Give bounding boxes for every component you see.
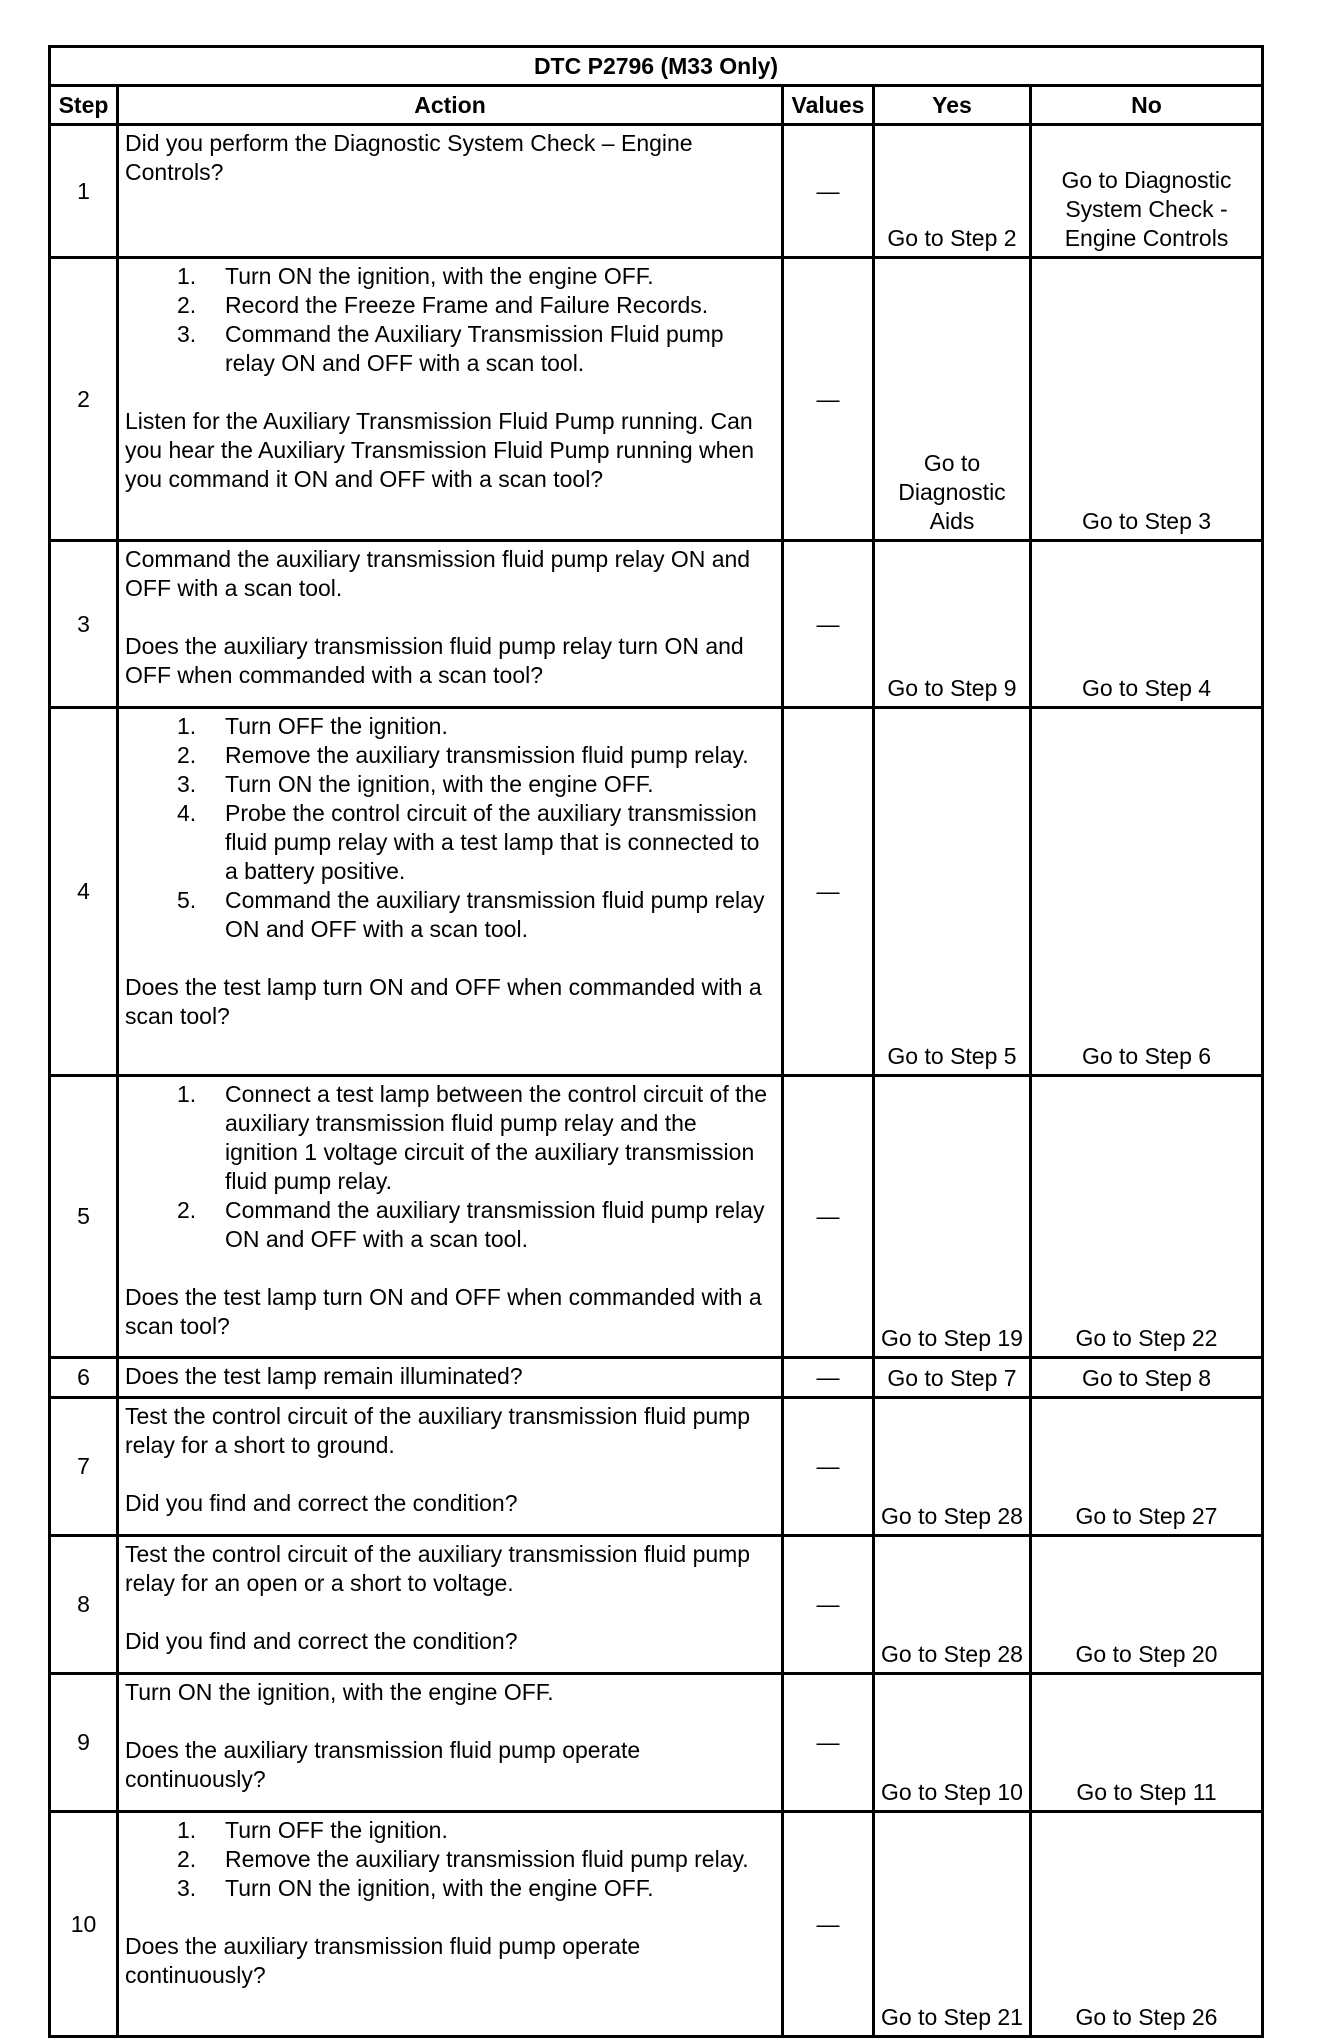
list-item-text: Probe the control circuit of the auxiliary transmission fluid pump relay with a test lamp that is connected to a battery positive.	[225, 800, 760, 884]
list-item: 1. Turn ON the ignition, with the engine OFF.	[177, 263, 654, 289]
no-cell: Go to Step 4	[1031, 541, 1263, 708]
yes-cell: Go to Diagnostic Aids	[874, 258, 1031, 541]
no-cell: Go to Step 6	[1031, 708, 1263, 1076]
list-item-text: Connect a test lamp between the control circuit of the auxiliary transmission fluid pump relay and the ignition 1 voltage circuit of the auxiliary transmission fluid pump relay.	[225, 1081, 768, 1194]
action-text: Test the control circuit of the auxiliary transmission fluid pump relay for an open or a short to voltage.	[125, 1541, 751, 1596]
action-text: Test the control circuit of the auxiliary transmission fluid pump relay for a short to ground.	[125, 1403, 751, 1458]
list-item-text: Command the auxiliary transmission fluid pump relay ON and OFF with a scan tool.	[225, 887, 765, 942]
action-question: Did you find and correct the condition?	[125, 1628, 518, 1654]
value-cell: —	[783, 1674, 874, 1812]
no-cell: Go to Step 8	[1031, 1358, 1263, 1398]
action-cell	[118, 258, 783, 541]
action-question: Does the test lamp turn ON and OFF when commanded with a scan tool?	[125, 974, 762, 1029]
list-item: 5. Command the auxiliary transmission fluid pump relay ON and OFF with a scan tool.	[177, 887, 765, 942]
action-list	[125, 1080, 775, 1254]
list-item: 1. Turn OFF the ignition.	[177, 1817, 448, 1843]
list-item: 2. Remove the auxiliary transmission fluid pump relay.	[177, 742, 749, 768]
action-list	[125, 712, 775, 944]
list-item: 4. Probe the control circuit of the auxiliary transmission fluid pump relay with a test lamp that is connected to a battery positive.	[177, 800, 760, 884]
step-number: 1	[50, 125, 118, 258]
step-number: 2	[50, 258, 118, 541]
yes-cell: Go to Step 28	[874, 1398, 1031, 1536]
action-text: Command the auxiliary transmission fluid pump relay ON and OFF with a scan tool.	[125, 546, 751, 601]
header-no: No	[1031, 86, 1263, 125]
table-row	[50, 1536, 1263, 1674]
action-text: Turn ON the ignition, with the engine OFF.	[125, 1679, 554, 1705]
list-item-text: Turn OFF the ignition.	[225, 713, 448, 739]
list-item: 2. Remove the auxiliary transmission fluid pump relay.	[177, 1846, 749, 1872]
action-list	[125, 1816, 775, 1903]
step-number: 7	[50, 1398, 118, 1536]
no-cell: Go to Step 20	[1031, 1536, 1263, 1674]
list-item-text: Remove the auxiliary transmission fluid pump relay.	[225, 742, 749, 768]
yes-cell: Go to Step 2	[874, 125, 1031, 258]
value-cell: —	[783, 1536, 874, 1674]
no-cell: Go to Step 3	[1031, 258, 1263, 541]
action-cell	[118, 1398, 783, 1536]
table-row	[50, 541, 1263, 708]
yes-cell: Go to Step 21	[874, 1812, 1031, 2037]
header-action: Action	[118, 86, 783, 125]
table-row	[50, 1398, 1263, 1536]
list-item-text: Turn OFF the ignition.	[225, 1817, 448, 1843]
list-item: 2. Command the auxiliary transmission fluid pump relay ON and OFF with a scan tool.	[177, 1197, 765, 1252]
list-item-text: Command the Auxiliary Transmission Fluid pump relay ON and OFF with a scan tool.	[225, 321, 724, 376]
list-item-text: Turn ON the ignition, with the engine OFF.	[225, 263, 654, 289]
value-cell: —	[783, 1076, 874, 1358]
step-number: 10	[50, 1812, 118, 2037]
list-item: 3. Turn ON the ignition, with the engine OFF.	[177, 1875, 654, 1901]
step-number: 6	[50, 1358, 118, 1398]
table-row	[50, 708, 1263, 1076]
action-cell	[118, 125, 783, 258]
list-item-text: Turn ON the ignition, with the engine OFF.	[225, 771, 654, 797]
action-question: Does the auxiliary transmission fluid pump operate continuously?	[125, 1737, 641, 1792]
table-title: DTC P2796 (M33 Only)	[50, 47, 1263, 86]
action-list	[125, 262, 775, 378]
value-cell: —	[783, 708, 874, 1076]
value-cell: —	[783, 1398, 874, 1536]
list-item: 1. Connect a test lamp between the control circuit of the auxiliary transmission fluid pump relay and the ignition 1 voltage circuit of the auxiliary transmission fluid pump relay.	[177, 1081, 768, 1194]
action-cell	[118, 1358, 783, 1398]
header-step: Step	[50, 86, 118, 125]
value-cell: —	[783, 258, 874, 541]
table-row	[50, 125, 1263, 258]
step-number: 8	[50, 1536, 118, 1674]
action-cell	[118, 1674, 783, 1812]
no-cell: Go to Step 26	[1031, 1812, 1263, 2037]
no-cell: Go to Step 27	[1031, 1398, 1263, 1536]
list-item: 2. Record the Freeze Frame and Failure Records.	[177, 292, 709, 318]
header-values: Values	[783, 86, 874, 125]
action-cell	[118, 1536, 783, 1674]
action-cell	[118, 1076, 783, 1358]
list-item-text: Remove the auxiliary transmission fluid pump relay.	[225, 1846, 749, 1872]
step-number: 3	[50, 541, 118, 708]
no-cell: Go to Step 22	[1031, 1076, 1263, 1358]
value-cell: —	[783, 125, 874, 258]
action-question: Does the auxiliary transmission fluid pump operate continuously?	[125, 1933, 641, 1988]
list-item-text: Command the auxiliary transmission fluid pump relay ON and OFF with a scan tool.	[225, 1197, 765, 1252]
no-cell: Go to Step 11	[1031, 1674, 1263, 1812]
action-question: Did you find and correct the condition?	[125, 1490, 518, 1516]
yes-cell: Go to Step 5	[874, 708, 1031, 1076]
step-number: 9	[50, 1674, 118, 1812]
value-cell: —	[783, 1358, 874, 1398]
action-cell	[118, 541, 783, 708]
step-number: 5	[50, 1076, 118, 1358]
action-question: Does the auxiliary transmission fluid pump relay turn ON and OFF when commanded with a scan tool?	[125, 633, 744, 688]
value-cell: —	[783, 1812, 874, 2037]
diagnostic-table	[48, 45, 1264, 2038]
list-item-text: Turn ON the ignition, with the engine OFF.	[225, 1875, 654, 1901]
table-row	[50, 1812, 1263, 2037]
yes-cell: Go to Step 7	[874, 1358, 1031, 1398]
table-row	[50, 258, 1263, 541]
action-question: Does the test lamp turn ON and OFF when commanded with a scan tool?	[125, 1284, 762, 1339]
action-cell	[118, 708, 783, 1076]
table-row	[50, 1674, 1263, 1812]
value-cell: —	[783, 541, 874, 708]
list-item: 3. Command the Auxiliary Transmission Fluid pump relay ON and OFF with a scan tool.	[177, 321, 724, 376]
yes-cell: Go to Step 10	[874, 1674, 1031, 1812]
list-item-text: Record the Freeze Frame and Failure Records.	[225, 292, 709, 318]
step-number: 4	[50, 708, 118, 1076]
table-row	[50, 1358, 1263, 1398]
action-cell	[118, 1812, 783, 2037]
list-item: 1. Turn OFF the ignition.	[177, 713, 448, 739]
header-yes: Yes	[874, 86, 1031, 125]
action-text: Did you perform the Diagnostic System Check – Engine Controls?	[125, 130, 693, 185]
table-row	[50, 1076, 1263, 1358]
action-question: Does the test lamp remain illuminated?	[125, 1363, 523, 1389]
yes-cell: Go to Step 28	[874, 1536, 1031, 1674]
yes-cell: Go to Step 9	[874, 541, 1031, 708]
action-text: Listen for the Auxiliary Transmission Fluid Pump running. Can you hear the Auxiliary Transmission Fluid Pump running when you command it ON and OFF with a scan tool?	[125, 408, 754, 492]
list-item: 3. Turn ON the ignition, with the engine OFF.	[177, 771, 654, 797]
no-cell: Go to Diagnostic System Check - Engine Controls	[1031, 125, 1263, 258]
yes-cell: Go to Step 19	[874, 1076, 1031, 1358]
